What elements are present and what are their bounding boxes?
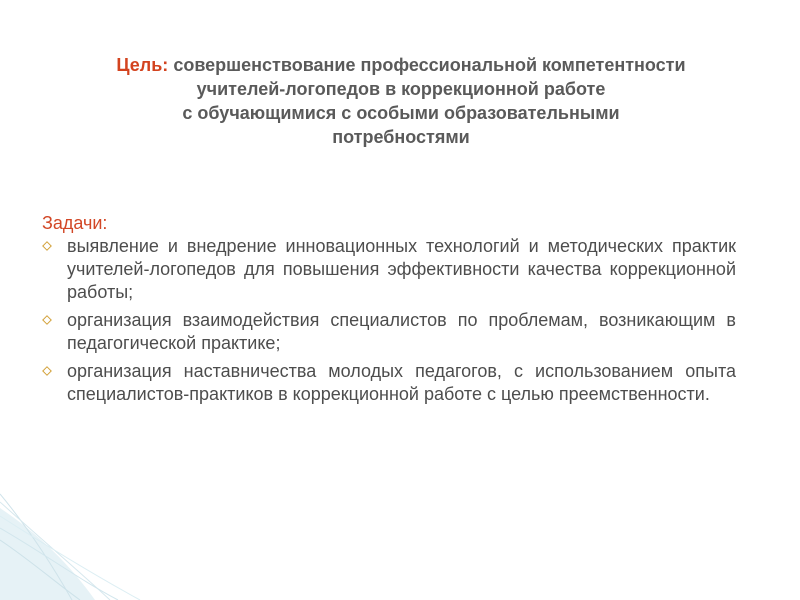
list-item	[42, 309, 736, 355]
goal-block	[40, 53, 762, 149]
list-item	[42, 235, 736, 304]
tasks-heading: Задачи:	[42, 213, 108, 233]
task-text: выявление и внедрение инновационных технологий и методических практик учителей-логопедов для повышения эффективности качества коррекционной работы;	[67, 236, 736, 302]
goal-line-2: учителей-логопедов в коррекционной работе	[196, 79, 606, 99]
task-text: организация наставничества молодых педагогов, с использованием опыта специалистов-практиков в коррекционной работе с целью преемственности.	[67, 361, 736, 404]
corner-wave-decoration	[0, 490, 800, 600]
diamond-bullet-icon	[42, 366, 52, 376]
diamond-bullet-icon	[42, 241, 52, 251]
list-item	[42, 360, 736, 406]
tasks-block	[42, 212, 736, 411]
task-text: организация взаимодействия специалистов по проблемам, возникающим в педагогической практике;	[67, 310, 736, 353]
goal-label: Цель:	[116, 55, 169, 75]
task-list	[42, 235, 736, 406]
diamond-bullet-icon	[42, 315, 52, 325]
goal-line-3: с обучающимися с особыми образовательными	[182, 103, 620, 123]
goal-line-1: совершенствование профессиональной компетентности	[173, 55, 686, 75]
goal-line-4: потребностями	[332, 127, 470, 147]
